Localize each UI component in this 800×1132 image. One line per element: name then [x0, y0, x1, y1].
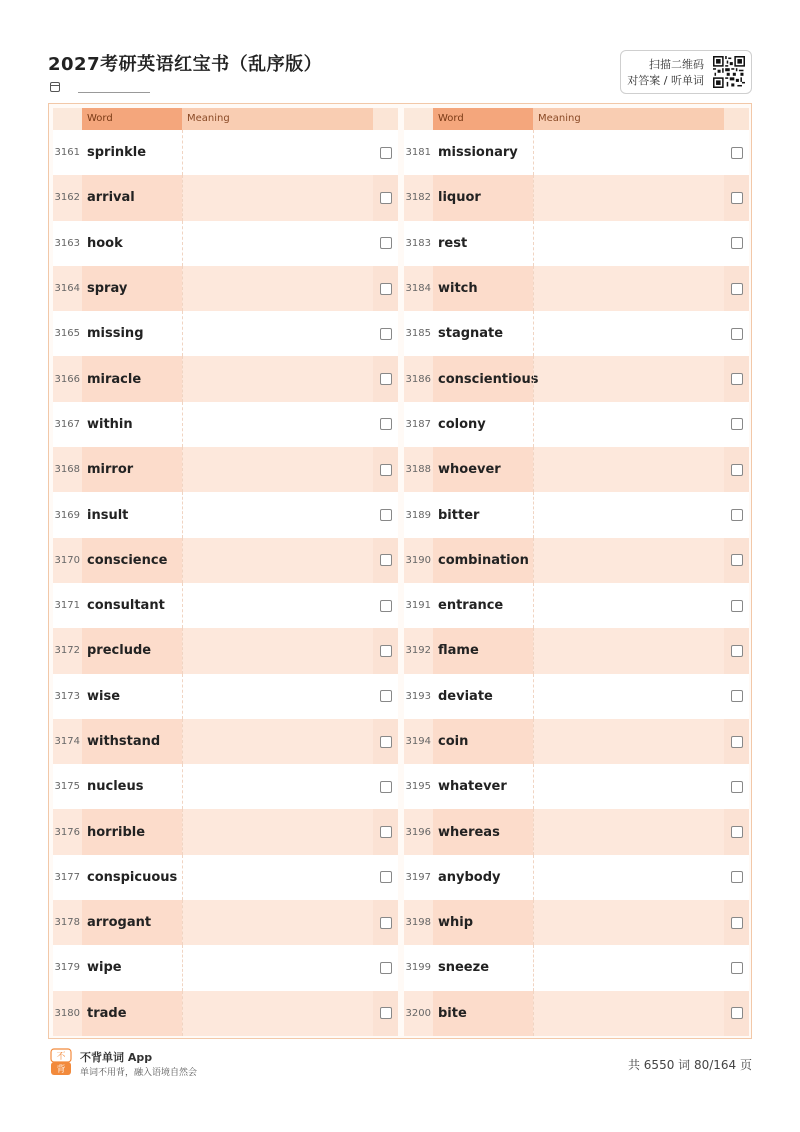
checkbox[interactable] — [380, 736, 392, 748]
table-row — [53, 447, 398, 492]
table-row — [53, 175, 398, 220]
checkbox[interactable] — [731, 645, 743, 657]
word-text: preclude — [82, 628, 182, 673]
check-cell — [373, 538, 398, 583]
word-number: 3182 — [405, 192, 431, 204]
table-row — [404, 719, 749, 764]
date-field[interactable] — [78, 80, 150, 93]
header-meaning: Meaning — [533, 108, 724, 130]
checkbox[interactable] — [380, 1007, 392, 1019]
checkbox[interactable] — [731, 1007, 743, 1019]
check-cell — [724, 130, 749, 175]
word-text: whatever — [438, 779, 507, 795]
check-cell — [373, 583, 398, 628]
word-number: 3190 — [405, 554, 431, 566]
meaning-cell[interactable] — [182, 266, 373, 311]
meaning-cell[interactable] — [533, 945, 724, 990]
word-text: conspicuous — [87, 869, 178, 885]
meaning-cell[interactable] — [182, 855, 373, 900]
word-number: 3167 — [54, 418, 80, 430]
check-cell — [724, 356, 749, 401]
check-cell — [724, 311, 749, 356]
check-cell — [373, 447, 398, 492]
check-cell — [724, 538, 749, 583]
word-number: 3169 — [54, 509, 80, 521]
table-row — [404, 130, 749, 175]
word-number: 3161 — [54, 147, 80, 159]
table-row — [404, 628, 749, 673]
check-cell — [373, 719, 398, 764]
checkbox[interactable] — [731, 690, 743, 702]
word-number: 3177 — [54, 871, 80, 883]
table-row — [53, 402, 398, 447]
checkbox[interactable] — [380, 871, 392, 883]
check-cell — [724, 402, 749, 447]
word-text: liquor — [433, 175, 533, 220]
word-number: 3166 — [54, 373, 80, 385]
word-number: 3174 — [54, 736, 80, 747]
left-rows — [53, 130, 398, 1036]
word-number: 3164 — [54, 283, 80, 295]
table-row — [404, 674, 749, 719]
meaning-cell[interactable] — [533, 311, 724, 356]
word-number: 3199 — [405, 962, 431, 974]
check-cell — [373, 492, 398, 537]
check-cell — [724, 492, 749, 537]
word-text: stagnate — [438, 326, 504, 342]
meaning-cell[interactable] — [182, 402, 373, 447]
table-row — [404, 447, 749, 492]
table-row — [53, 356, 398, 401]
checkbox[interactable] — [731, 237, 743, 249]
meaning-cell[interactable] — [182, 583, 373, 628]
checkbox[interactable] — [731, 600, 743, 612]
app-tagline: 单词不用背，融入语境自然会 — [80, 1068, 198, 1078]
table-row — [404, 266, 749, 311]
word-number: 3171 — [54, 600, 80, 612]
checkbox[interactable] — [731, 962, 743, 974]
word-number: 3176 — [54, 826, 80, 838]
meaning-cell[interactable] — [533, 900, 724, 945]
table-row — [404, 221, 749, 266]
word-text: withstand — [82, 719, 182, 764]
word-text: conscience — [82, 538, 182, 583]
meaning-cell[interactable] — [533, 447, 724, 492]
word-text: within — [87, 416, 133, 432]
word-number: 3187 — [405, 418, 431, 430]
qr-panel[interactable] — [620, 50, 752, 94]
checkbox[interactable] — [380, 600, 392, 612]
header-word: Word — [82, 108, 182, 130]
meaning-cell[interactable] — [182, 492, 373, 537]
table-row — [53, 991, 398, 1036]
header-number-cell — [53, 108, 82, 130]
word-number: 3191 — [405, 600, 431, 612]
word-number: 3184 — [405, 283, 431, 295]
word-number: 3168 — [54, 464, 80, 476]
word-number: 3196 — [405, 826, 431, 838]
check-cell — [373, 221, 398, 266]
table-row — [53, 538, 398, 583]
meaning-cell[interactable] — [182, 764, 373, 809]
page-info: 共 6550 词 80/164 页 — [627, 1058, 752, 1072]
checkbox[interactable] — [380, 917, 392, 929]
word-text: sneeze — [438, 960, 490, 976]
meaning-cell[interactable] — [182, 221, 373, 266]
word-text: colony — [438, 416, 486, 432]
word-number: 3163 — [54, 237, 80, 249]
table-row — [53, 809, 398, 854]
app-logo-icon — [50, 1048, 72, 1076]
table-row — [404, 855, 749, 900]
check-cell — [724, 719, 749, 764]
meaning-cell[interactable] — [182, 538, 373, 583]
header-number-cell — [404, 108, 433, 130]
check-cell — [373, 764, 398, 809]
check-cell — [724, 674, 749, 719]
table-row — [404, 945, 749, 990]
checkbox[interactable] — [731, 192, 743, 204]
check-cell — [724, 583, 749, 628]
word-text: rest — [438, 235, 468, 251]
check-cell — [373, 130, 398, 175]
checkbox[interactable] — [731, 781, 743, 793]
word-text: consultant — [87, 598, 165, 614]
meaning-cell[interactable] — [533, 764, 724, 809]
word-number: 3185 — [405, 328, 431, 340]
word-number: 3193 — [405, 690, 431, 702]
word-text: nucleus — [87, 779, 144, 795]
meaning-cell[interactable] — [533, 175, 724, 220]
checkbox[interactable] — [380, 418, 392, 430]
meaning-cell[interactable] — [182, 991, 373, 1036]
checkbox[interactable] — [731, 283, 743, 295]
checkbox[interactable] — [380, 554, 392, 566]
checkbox[interactable] — [380, 464, 392, 476]
check-cell — [724, 447, 749, 492]
meaning-cell[interactable] — [182, 130, 373, 175]
checkbox[interactable] — [380, 645, 392, 657]
header-check-cell — [373, 108, 398, 130]
word-text: wise — [87, 688, 121, 704]
meaning-cell[interactable] — [533, 674, 724, 719]
word-number: 3178 — [54, 917, 80, 929]
word-text: whoever — [433, 447, 533, 492]
word-text: witch — [433, 266, 533, 311]
check-cell — [373, 402, 398, 447]
right-table-header — [404, 108, 749, 130]
meaning-cell[interactable] — [533, 628, 724, 673]
check-cell — [724, 855, 749, 900]
check-cell — [373, 945, 398, 990]
meaning-cell[interactable] — [182, 900, 373, 945]
calendar-icon — [50, 82, 60, 92]
word-text: missionary — [438, 145, 518, 161]
word-number: 3162 — [54, 192, 80, 204]
meaning-cell[interactable] — [182, 809, 373, 854]
word-number: 3180 — [54, 1007, 80, 1019]
check-cell — [724, 764, 749, 809]
left-table-header — [53, 108, 398, 130]
page-title: 2027考研英语红宝书（乱序版） — [48, 54, 323, 75]
word-text: horrible — [82, 809, 182, 854]
word-text: hook — [87, 235, 123, 251]
table-row — [404, 175, 749, 220]
check-cell — [724, 809, 749, 854]
table-row — [404, 991, 749, 1036]
table-row — [53, 130, 398, 175]
word-text: whereas — [433, 809, 533, 854]
qr-caption — [627, 57, 704, 89]
word-number: 3188 — [405, 464, 431, 476]
meaning-cell[interactable] — [533, 266, 724, 311]
meaning-cell[interactable] — [182, 674, 373, 719]
word-number: 3189 — [405, 509, 431, 521]
meaning-cell[interactable] — [182, 447, 373, 492]
checkbox[interactable] — [380, 283, 392, 295]
check-cell — [373, 674, 398, 719]
meaning-cell[interactable] — [533, 492, 724, 537]
word-number: 3183 — [405, 237, 431, 249]
checkbox[interactable] — [731, 328, 743, 340]
word-text: insult — [87, 507, 129, 523]
meaning-cell[interactable] — [533, 583, 724, 628]
word-text: miracle — [82, 356, 182, 401]
date-row — [50, 80, 150, 93]
word-number: 3179 — [54, 962, 80, 974]
word-text: wipe — [87, 960, 122, 976]
word-text: conscientious — [433, 356, 533, 401]
word-text: missing — [87, 326, 144, 342]
check-cell — [724, 221, 749, 266]
table-row — [53, 945, 398, 990]
checkbox[interactable] — [731, 464, 743, 476]
word-number: 3192 — [405, 645, 431, 657]
meaning-cell[interactable] — [182, 945, 373, 990]
meaning-cell[interactable] — [533, 221, 724, 266]
checkbox[interactable] — [731, 373, 743, 385]
checkbox[interactable] — [380, 690, 392, 702]
table-row — [53, 492, 398, 537]
meaning-cell[interactable] — [182, 175, 373, 220]
table-row — [404, 311, 749, 356]
header-check-cell — [724, 108, 749, 130]
table-row — [404, 900, 749, 945]
checkbox[interactable] — [380, 373, 392, 385]
word-number: 3172 — [54, 645, 80, 657]
word-text: whip — [433, 900, 533, 945]
app-name: 不背单词 App — [80, 1051, 153, 1064]
word-number: 3181 — [405, 147, 431, 159]
meaning-cell[interactable] — [182, 719, 373, 764]
word-number: 3173 — [54, 690, 80, 702]
meaning-cell[interactable] — [182, 311, 373, 356]
word-text: anybody — [438, 869, 501, 885]
word-text: sprinkle — [87, 145, 147, 161]
table-row — [404, 764, 749, 809]
check-cell — [724, 945, 749, 990]
word-number: 3170 — [54, 554, 80, 566]
word-text: deviate — [438, 688, 493, 704]
check-cell — [373, 311, 398, 356]
checkbox[interactable] — [380, 192, 392, 204]
checkbox[interactable] — [731, 917, 743, 929]
checkbox[interactable] — [731, 418, 743, 430]
word-number: 3165 — [54, 328, 80, 340]
check-cell — [373, 175, 398, 220]
check-cell — [724, 900, 749, 945]
meaning-cell[interactable] — [533, 991, 724, 1036]
word-text: bitter — [438, 507, 480, 523]
check-cell — [724, 266, 749, 311]
table-row — [53, 266, 398, 311]
word-text: combination — [433, 538, 533, 583]
meaning-cell[interactable] — [533, 719, 724, 764]
checkbox[interactable] — [380, 147, 392, 159]
header-meaning: Meaning — [182, 108, 373, 130]
table-row — [53, 221, 398, 266]
meaning-cell[interactable] — [533, 402, 724, 447]
checkbox[interactable] — [380, 826, 392, 838]
checkbox[interactable] — [731, 826, 743, 838]
word-number: 3200 — [405, 1007, 431, 1019]
word-text: entrance — [438, 598, 504, 614]
table-row — [53, 900, 398, 945]
qr-caption-line2: 对答案 / 听单词 — [627, 74, 704, 87]
header-word: Word — [433, 108, 533, 130]
check-cell — [373, 809, 398, 854]
checkbox[interactable] — [731, 509, 743, 521]
check-cell — [373, 356, 398, 401]
check-cell — [373, 855, 398, 900]
check-cell — [373, 628, 398, 673]
word-text: arrogant — [82, 900, 182, 945]
table-row — [404, 492, 749, 537]
word-number: 3194 — [405, 736, 431, 747]
table-row — [53, 628, 398, 673]
qr-caption-line1: 扫描二维码 — [649, 58, 704, 71]
logo-bottom-char: 背 — [56, 1065, 66, 1075]
checkbox[interactable] — [380, 237, 392, 249]
check-cell — [724, 175, 749, 220]
check-cell — [373, 266, 398, 311]
meaning-cell[interactable] — [533, 809, 724, 854]
word-number: 3195 — [405, 781, 431, 793]
table-row — [404, 356, 749, 401]
table-row — [404, 809, 749, 854]
table-row — [53, 764, 398, 809]
table-row — [53, 674, 398, 719]
checkbox[interactable] — [731, 554, 743, 566]
word-text: coin — [433, 719, 533, 764]
word-number: 3197 — [405, 871, 431, 883]
logo-top-char: 不 — [56, 1052, 66, 1062]
word-number: 3198 — [405, 917, 431, 929]
checkbox[interactable] — [380, 328, 392, 340]
check-cell — [724, 628, 749, 673]
word-table-frame — [48, 103, 752, 1039]
meaning-cell[interactable] — [182, 628, 373, 673]
word-text: bite — [433, 991, 533, 1036]
checkbox[interactable] — [731, 736, 743, 748]
word-text: flame — [433, 628, 533, 673]
check-cell — [724, 991, 749, 1036]
meaning-cell[interactable] — [533, 130, 724, 175]
check-cell — [373, 900, 398, 945]
table-row — [53, 719, 398, 764]
check-cell — [373, 991, 398, 1036]
checkbox[interactable] — [380, 781, 392, 793]
table-row — [404, 538, 749, 583]
checkbox[interactable] — [380, 509, 392, 521]
checkbox[interactable] — [731, 871, 743, 883]
checkbox[interactable] — [731, 147, 743, 159]
meaning-cell[interactable] — [533, 855, 724, 900]
table-row — [53, 855, 398, 900]
meaning-cell[interactable] — [182, 356, 373, 401]
word-number: 3175 — [54, 781, 80, 793]
word-text: mirror — [82, 447, 182, 492]
meaning-cell[interactable] — [533, 356, 724, 401]
meaning-cell[interactable] — [533, 538, 724, 583]
right-rows — [404, 130, 749, 1036]
table-row — [404, 583, 749, 628]
table-row — [53, 311, 398, 356]
word-number: 3186 — [405, 373, 431, 385]
table-row — [53, 583, 398, 628]
checkbox[interactable] — [380, 962, 392, 974]
word-text: trade — [82, 991, 182, 1036]
table-row — [404, 402, 749, 447]
word-text: spray — [82, 266, 182, 311]
qr-code-icon[interactable] — [713, 56, 745, 88]
word-text: arrival — [82, 175, 182, 220]
